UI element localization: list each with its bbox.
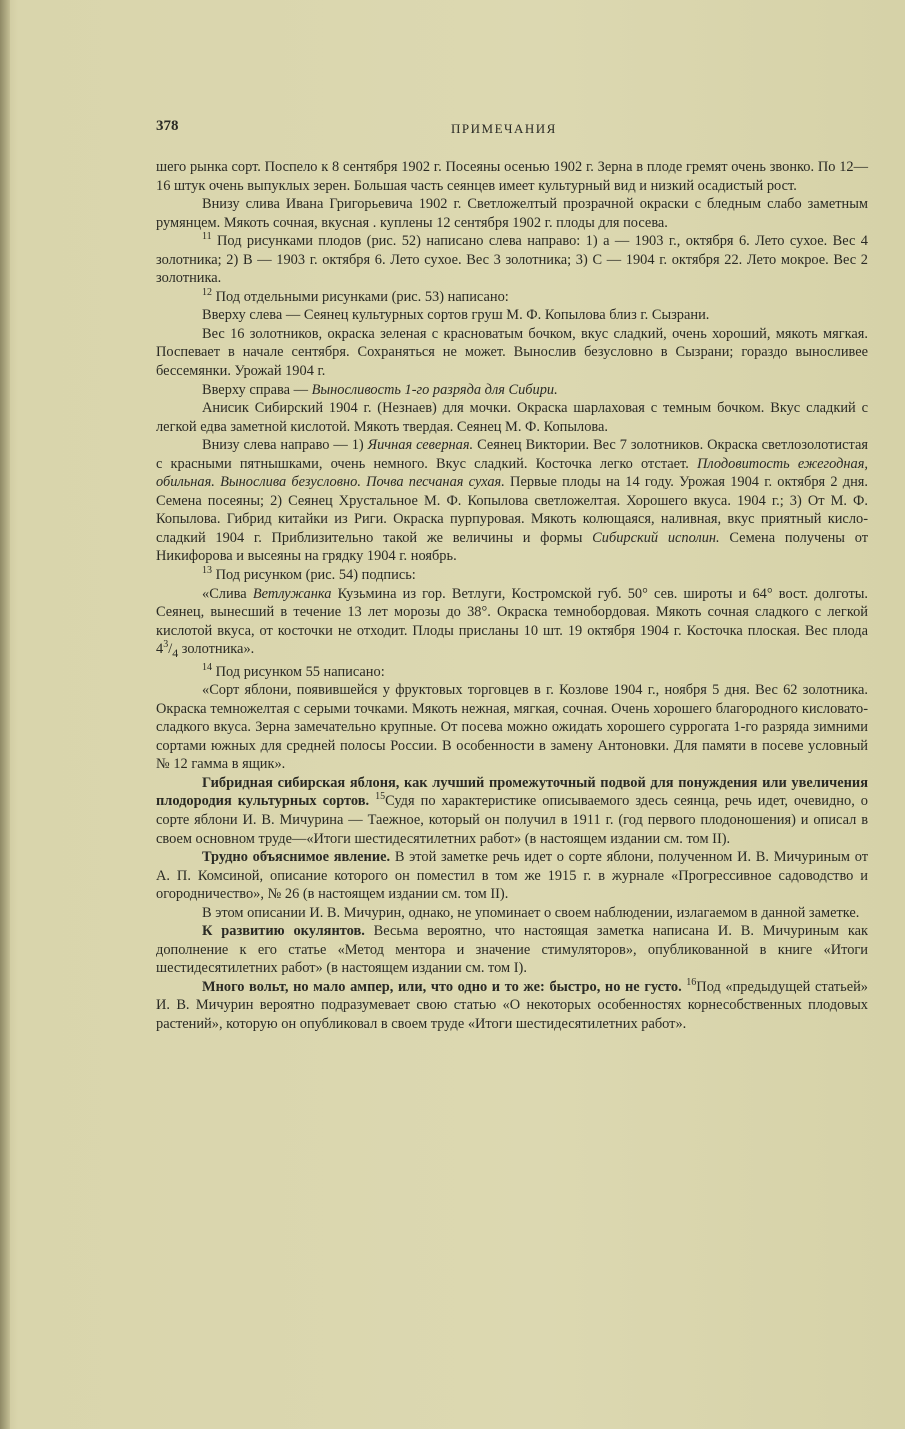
footnote-mark: 11 xyxy=(202,231,212,243)
paragraph xyxy=(156,232,868,288)
text-run: «Сорт яблони, появившейся у фруктовых торговцев в г. Козлове 1904 г., ноября 5 дня. Вес 62 золотника. Окраска темножелтая с серыми точками. Мякоть нежная, мягкая, сочная. Очень хорошего благородного кисловато-сладкого вкуса. Зерна замечательно крупные. От посева можно ожидать хорошего суррогата 1-го разряда зимними сортами южных для средней полосы России. В особенности в замену Антоновки. Для памяти в посеве условный № 12 гамма в ящик». xyxy=(156,682,868,773)
text-run: «Слива xyxy=(202,585,253,602)
bold-heading: Много вольт, но мало ампер, или, что одно и то же: быстро, но не густо. xyxy=(202,978,682,995)
text-run: Внизу слива Ивана Григорьевича 1902 г. Светложелтый прозрачной окраски с бледным слабо заметным румянцем. Мякоть сочная, вкусная . куплены 12 сентября 1902 г. плоды для посева. xyxy=(156,196,868,231)
bold-heading: К развитию окулянтов. xyxy=(202,923,365,940)
paragraph xyxy=(156,663,868,682)
text-run: золотника». xyxy=(178,641,255,658)
text-run: Семена получены от Никифорова и высеяны на грядку 1904 г. ноябрь. xyxy=(156,529,868,565)
text-run: Кузьмина из гор. Ветлуги, Костромской губ. 50° сев. широты и 64° вост. долготы. Сеянец, вынесший в течение 13 лет морозы до 38°. Окраска темнобордовая. Мякоть сочная сладкого с легкой кислотой вкуса, от косточки не отходит. Плоды присланы 10 шт. 19 октября 1904 г. Косточка плоская. Вес плода 4 xyxy=(156,585,868,658)
text-run: Под «предыдущей статьей» И. В. Мичурин вероятно подразумевает свою статью «О некоторых особенностях корнесобственных плодовых растений», которую он опубликовал в своем труде «Итоги шестидесятилетних работ». xyxy=(156,978,868,1033)
paragraph xyxy=(156,774,868,848)
italic-run: Сибирский исполин. xyxy=(592,529,720,546)
paragraph xyxy=(156,566,868,585)
text-run: Сеянец Виктории. Вес 7 золотников. Окраска светлозолотистая с красными пятнышками, очень немного. Вкус сладкий. Косточка легко отстает. xyxy=(156,437,868,472)
text-run: шего рынка сорт. Поспело к 8 сентября 1902 г. Посеяны осенью 1902 г. Зерна в плоде гремят очень звонко. По 12—16 штук очень выпуклых зерен. Большая часть сеянцев имеет культурный вид и низкий осадистый рост. xyxy=(156,159,868,194)
paragraph xyxy=(156,288,868,307)
bold-heading: Трудно объяснимое явление. xyxy=(202,849,391,866)
italic-run: Плодовитость ежегодная, обильная. Вынослива безусловно. Почва песчаная сухая. xyxy=(156,455,868,491)
text-run: В этом описании И. В. Мичурин, однако, не упоминает о своем наблюдении, излагаемом в данной заметке. xyxy=(202,904,860,921)
text-run: Первые плоды на 14 году. Урожая 1904 г. октября 2 дня. Семена посеяны; 2) Сеянец Хрустальное М. Ф. Копылова светложелтая. Хорошего вкуса. 1904 г.; 3) От М. Ф. Копылова. Гибрид китайки из Риги. Окраска пурпуровая. Мякоть колющаяся, наливная, вкус приятный кисло-сладкий 1904 г. Приблизительно такой же величины и формы xyxy=(156,474,868,546)
text-run: Судя по характеристике описываемого здесь сеянца, речь идет, очевидно, о сорте яблони И. В. Мичурина — Таежное, который он получил в 1911 г. (год первого плодоношения) и описал в своем основном труде—«Итоги шестидесятилетних работ» (в настоящем издании см. том II). xyxy=(156,793,868,847)
running-head: ПРИМЕЧАНИЯ xyxy=(451,121,557,136)
fraction-denominator: 4 xyxy=(172,646,179,661)
bold-heading: Гибридная сибирская яблоня, как лучший промежуточный подвой для понуждения или увеличения плодородия культурных сортов. xyxy=(156,774,868,810)
paragraph xyxy=(156,158,868,195)
paragraph xyxy=(156,922,868,978)
paragraph xyxy=(156,978,868,1034)
italic-run: Выносливость 1-го разряда для Сибири. xyxy=(311,381,558,398)
paragraph xyxy=(156,399,868,436)
paragraph xyxy=(156,381,868,400)
text-run: Анисик Сибирский 1904 г. (Незнаев) для мочки. Окраска шарлаховая с темным бочком. Вкус сладкий с легкой едва заметной кислотой. Мякоть твердая. Сеянец М. Ф. Копылова. xyxy=(156,400,868,435)
footnote-mark: 13 xyxy=(202,565,212,577)
text-run: Вес 16 золотников, окраска зеленая с красноватым бочком, вкус сладкий, очень хороший, мякоть мягкая. Поспевает в начале сентября. Сохраняться не может. Вынослив безусловно в Сызрани; гораздо выносливее бессемянки. Урожай 1904 г. xyxy=(156,325,868,380)
text-run: Под отдельными рисунками (рис. 53) написано: xyxy=(212,288,509,305)
text-run: Вверху слева — Сеянец культурных сортов груш М. Ф. Копылова близ г. Сызрани. xyxy=(202,307,710,324)
paragraph xyxy=(156,585,868,663)
footnote-mark: 3 xyxy=(163,639,169,651)
footnote-mark: 14 xyxy=(202,661,212,673)
footnote-mark: 15 xyxy=(375,791,386,803)
text-run: Весьма вероятно, что настоящая заметка написана И. В. Мичуриным как дополнение к его статье «Метод ментора и значение стимуляторов», опубликованной в книге «Итоги шестидесятилетних работ» (в настоящем издании см. том I). xyxy=(156,923,869,977)
text-run: / xyxy=(168,641,173,658)
paragraph xyxy=(156,195,868,232)
italic-run: Яичная северная. xyxy=(367,437,474,454)
text-run: Под рисунками плодов (рис. 52) написано слева направо: 1) а — 1903 г., октября 6. Лето сухое. Вес 4 золотника; 2) В — 1903 г. октября 6. Лето сухое. Вес 3 золотника; 3) С — 1904 г. октября 22. Лето мокрое. Вес 2 золотника. xyxy=(156,233,868,287)
page-spine-shadow xyxy=(0,0,10,1429)
footnote-mark: 16 xyxy=(686,977,697,989)
paragraph xyxy=(156,325,868,381)
page-header xyxy=(156,118,868,138)
paragraph xyxy=(156,848,868,904)
italic-run: Ветлужанка xyxy=(252,585,332,602)
paragraph xyxy=(156,306,868,325)
paragraph xyxy=(156,436,868,566)
footnote-mark: 12 xyxy=(202,287,212,299)
text-run: Внизу слева направо — 1) xyxy=(202,437,368,454)
text-run: Под рисунком (рис. 54) подпись: xyxy=(212,567,416,584)
paragraph xyxy=(156,904,868,923)
notes-text xyxy=(156,158,868,1034)
text-run: В этой заметке речь идет о сорте яблони, полученном И. В. Мичуриным от А. П. Комсиной, описание которого он поместил в том же 1915 г. в журнале «Прогрессивное садоводство и огородничество», № 26 (в настоящем издании см. том II). xyxy=(156,849,868,903)
text-run: Под рисунком 55 написано: xyxy=(212,663,385,680)
page-number: 378 xyxy=(156,118,179,134)
text-run: Вверху справа — xyxy=(202,381,312,398)
paragraph xyxy=(156,681,868,774)
